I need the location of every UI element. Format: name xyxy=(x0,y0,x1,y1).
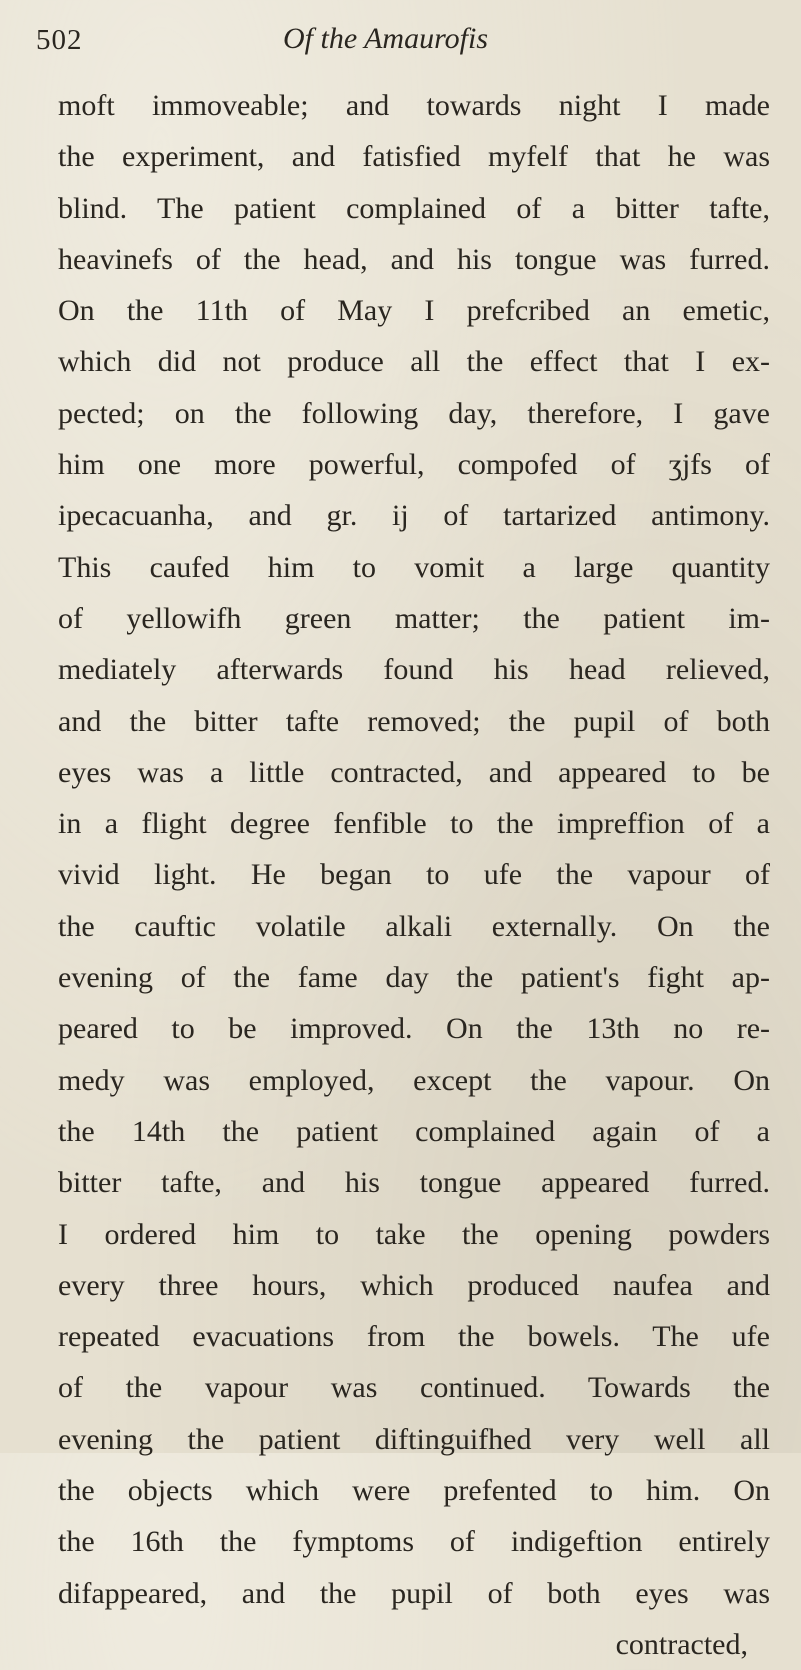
text-line: This caufed him to vomit a large quantity xyxy=(58,550,770,584)
body-text xyxy=(58,80,770,1670)
text-line: evening the patient diftinguifhed very well all xyxy=(58,1422,770,1456)
running-title: Of the Amaurofis xyxy=(283,22,489,55)
text-line: blind. The patient complained of a bitter tafte, xyxy=(58,191,770,225)
text-line: pected; on the following day, therefore, I gave xyxy=(58,396,770,430)
text-line: vivid light. He began to ufe the vapour of xyxy=(58,858,770,892)
page-number: 502 xyxy=(36,24,83,56)
text-line: and the bitter tafte removed; the pupil of both xyxy=(58,704,770,738)
text-line: peared to be improved. On the 13th no re- xyxy=(58,1012,770,1046)
text-line: of yellowifh green matter; the patient im- xyxy=(58,601,770,635)
text-line: bitter tafte, and his tongue appeared furred. xyxy=(58,1166,770,1200)
text-line: the 14th the patient complained again of a xyxy=(58,1114,770,1148)
text-line: the objects which were prefented to him. On xyxy=(58,1474,770,1508)
text-line: mediately afterwards found his head relieved, xyxy=(58,653,770,687)
text-line: eyes was a little contracted, and appeared to be xyxy=(58,755,770,789)
text-line: which did not produce all the effect that I ex- xyxy=(58,345,770,379)
text-line: evening of the fame day the patient's fight ap- xyxy=(58,961,770,995)
text-line: of the vapour was continued. Towards the xyxy=(58,1371,770,1405)
text-line: the cauftic volatile alkali externally. On the xyxy=(58,909,770,943)
text-line: difappeared, and the pupil of both eyes was xyxy=(58,1576,770,1610)
catchword: contracted, xyxy=(615,1627,748,1661)
text-line: the 16th the fymptoms of indigeftion entirely xyxy=(58,1525,770,1559)
text-line: On the 11th of May I prefcribed an emetic, xyxy=(58,294,770,328)
text-line: repeated evacuations from the bowels. The ufe xyxy=(58,1320,770,1354)
text-line: him one more powerful, compofed of ʒjfs of xyxy=(58,448,770,482)
text-line: I ordered him to take the opening powders xyxy=(58,1217,770,1251)
text-line: in a flight degree fenfible to the impreffion of a xyxy=(58,807,770,841)
text-line: every three hours, which produced naufea and xyxy=(58,1268,770,1302)
text-line: heavinefs of the head, and his tongue was furred. xyxy=(58,242,770,276)
text-line: the experiment, and fatisfied myfelf that he was xyxy=(58,140,770,174)
text-line: medy was employed, except the vapour. On xyxy=(58,1063,770,1097)
text-line: ipecacuanha, and gr. ij of tartarized antimony. xyxy=(58,499,770,533)
text-line: moft immoveable; and towards night I made xyxy=(58,89,770,122)
running-head xyxy=(36,14,776,64)
